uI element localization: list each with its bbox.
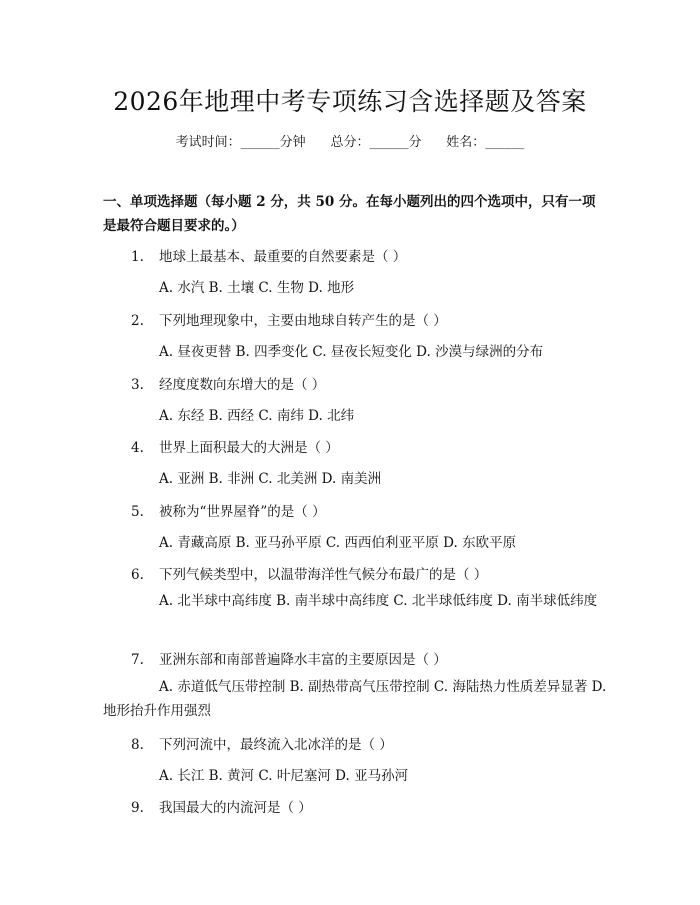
question-text: 下列地理现象中，主要由地球自转产生的是（ ） [159, 313, 447, 329]
question-8-options: A. 长江 B. 黄河 C. 叶尼塞河 D. 亚马孙河 [159, 768, 409, 784]
question-7-options: A. 赤道低气压带控制 B. 副热带高气压带控制 C. 海陆热力性质差异显著 D. 地形抬升作用强烈 [103, 679, 607, 719]
question-9 [131, 796, 312, 816]
question-number: 5. [131, 504, 144, 520]
question-number: 1. [131, 249, 144, 265]
question-3-options: A. 东经 B. 西经 C. 南纬 D. 北纬 [159, 408, 355, 424]
question-4 [131, 436, 339, 456]
question-4-options: A. 亚洲 B. 非洲 C. 北美洲 D. 南美洲 [159, 471, 382, 487]
question-2 [131, 309, 447, 329]
question-number: 8. [131, 737, 144, 753]
question-1 [131, 245, 406, 265]
name-field: 姓名：______ [446, 135, 525, 150]
question-6 [131, 563, 487, 583]
question-number: 3. [131, 377, 144, 393]
question-number: 9. [131, 800, 144, 816]
exam-time-field: 考试时间：______分钟 [175, 135, 306, 150]
question-number: 2. [131, 313, 144, 329]
question-number: 4. [131, 440, 144, 456]
total-score-field: 总分：______分 [330, 135, 422, 150]
question-6-options: A. 北半球中高纬度 B. 南半球中高纬度 C. 北半球低纬度 D. 南半球低纬度 [159, 593, 598, 609]
question-3 [131, 373, 325, 393]
exam-meta [0, 131, 700, 150]
question-text: 下列河流中，最终流入北冰洋的是（ ） [159, 737, 393, 753]
question-number: 6. [131, 567, 144, 583]
question-text: 被称为“世界屋脊”的是（ ） [159, 504, 326, 520]
question-5-options: A. 青藏高原 B. 亚马孙平原 C. 西西伯利亚平原 D. 东欧平原 [159, 535, 517, 551]
question-5 [131, 500, 326, 520]
question-1-options: A. 水汽 B. 土壤 C. 生物 D. 地形 [159, 280, 355, 296]
question-2-options: A. 昼夜更替 B. 四季变化 C. 昼夜长短变化 D. 沙漠与绿洲的分布 [159, 344, 544, 360]
question-text: 下列气候类型中，以温带海洋性气候分布最广的是（ ） [159, 567, 488, 583]
question-8 [131, 733, 393, 753]
question-text: 经度度数向东增大的是（ ） [159, 377, 326, 393]
question-text: 亚洲东部和南部普遍降水丰富的主要原因是（ ） [159, 652, 447, 668]
question-text: 地球上最基本、最重要的自然要素是（ ） [159, 249, 407, 265]
question-text: 世界上面积最大的大洲是（ ） [159, 440, 339, 456]
page-title: 2026年地理中考专项练习含选择题及答案 [113, 87, 587, 116]
question-text: 我国最大的内流河是（ ） [159, 800, 312, 816]
question-number: 7. [131, 652, 144, 668]
question-7 [131, 648, 447, 668]
section-heading: 一、单项选择题（每小题 2 分，共 50 分。在每小题列出的四个选项中，只有一项是最符合题目要求的。） [103, 194, 596, 234]
